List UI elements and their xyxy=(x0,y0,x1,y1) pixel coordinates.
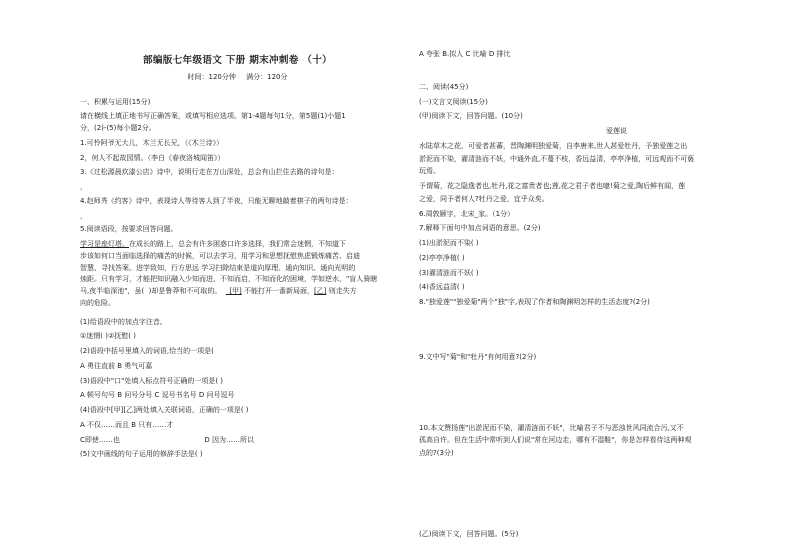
right-column xyxy=(405,0,794,560)
passage-marker-jia: _[甲] xyxy=(225,287,242,296)
passage-line-1 xyxy=(80,240,395,249)
passage-line-6: 向的危险。 xyxy=(80,298,115,307)
section-1-heading: 一、积累与运用(15分) xyxy=(80,97,151,106)
passage-line-5-f: 则走失方 xyxy=(328,287,357,296)
poem-para-2-line-1: 予谓菊，花之隐逸者也,牡丹,花之富贵者也;莲,花之君子者也噫!菊之爱,陶后鲜有闻，莲 xyxy=(419,182,686,190)
passage-line-5-a: 马,夜半临深池"，虽( xyxy=(80,287,145,296)
sub-question-1: (1)给语段中的加点字注音。 xyxy=(80,317,167,326)
passage-line-2: 步该如何口当面临选择的痛苦的时候，可以去学习，用学习和思想抚慰焦虑锻炼痛苦、启迪 xyxy=(80,251,360,260)
answer-space-10 xyxy=(419,464,774,530)
poem-para-1-line-1: 水陆草木之花，可爱者甚蕃，晋陶渊明独爱菊，自李唐来,世人甚爱牡丹，予独爱莲之出 xyxy=(419,141,688,150)
section-2-heading: 二、阅读(45分) xyxy=(419,82,469,91)
question-3: 3.《过松源晨炊漆公店》诗中，说明行走在万山深处，总会有山拦住去路的诗句是： xyxy=(80,168,339,177)
question-10-line-2: 孤高自许。但在生活中常听到人们说"常在河边走，哪有不湿鞋"，你是怎样看待这两种观 xyxy=(419,436,692,445)
question-10-line-3: 点的?(3分) xyxy=(419,449,454,457)
question-9: 9.文中写"菊"和"牡丹"有何用意?(2分) xyxy=(419,352,537,361)
exam-time: 时间：120分钟 xyxy=(187,72,236,81)
question-3-blank: ， xyxy=(80,183,87,192)
question-4-blank: ， xyxy=(80,211,87,220)
exam-score: 满分：120分 xyxy=(246,72,288,81)
sub-question-3: (3)语段中"口"处填入标点符号正确的一项是( ) xyxy=(80,376,224,385)
question-4: 4.赵师秀《约客》诗中，表现诗人等待客人到了半夜，只能无聊地敲着棋子的两句诗是： xyxy=(80,196,353,205)
question-5: 5.阅读语段，按要求回答问题。 xyxy=(80,225,178,234)
exam-meta xyxy=(80,73,395,82)
section-2-sub-1: (一)文言文阅读(15分) xyxy=(419,97,488,106)
passage-marker-yi: [乙] xyxy=(314,287,327,296)
passage-line-3: 智慧、寻找答案。进学致知，行方思远 学习扫除结束是道向厚理、通向知识、通向光明的 xyxy=(80,263,356,272)
passage-line-5 xyxy=(80,287,395,296)
passage-line-1-rest: 在成长的路上，总会有许多困惑口许多选择，我们常会迷惘，不知道下 xyxy=(129,240,346,249)
answer-space-9 xyxy=(419,368,774,424)
sub-question-4: (4)语段中[甲][乙]两处填入关联词语，正确的一项是( ) xyxy=(80,406,249,415)
passage-line-5-d: 不能打开一番新局面， xyxy=(244,287,315,296)
section-2-yi: (乙)阅读下文，回答问题。(5分) xyxy=(419,529,519,538)
section-1-intro-2: 分，(2)-(5)每小题2分。 xyxy=(80,124,156,133)
question-10-line-1: 10.本文赞扬莲"出淤泥而不染，濯清涟而不妖"，比喻君子不与恶浊世风同流合污,又不 xyxy=(419,423,684,432)
sub-question-5: (5)文中画线的句子运用的修辞手法是( ) xyxy=(80,450,203,459)
reading-passage xyxy=(80,240,395,308)
exam-title: 部编版七年级语文 下册 期末冲刺卷 （十） xyxy=(142,55,332,66)
passage-underlined-sentence: 学习是座灯塔。 xyxy=(80,240,129,249)
section-1-intro-1: 请在横线上填正地书写正确答案，或填写相应选项。第1-4题每句1分，第5题(1)小题1 xyxy=(80,112,346,121)
question-7-4: (4)香远益清( ) xyxy=(419,283,465,292)
poem-para-2-line-2: 之爱，同予者何人?牡丹之爱，宜乎众矣。 xyxy=(419,194,549,203)
question-7: 7.解释下面句中加点词语的意思。(2分) xyxy=(419,224,541,233)
poem-title: 爱莲说 xyxy=(606,127,627,135)
sub-question-4-options-cd xyxy=(80,436,395,445)
question-1: 1.可怜阿爷无大儿，木兰无长兄，（《木兰诗》） xyxy=(80,138,224,147)
answer-space-8 xyxy=(419,313,774,353)
option-d: D 因为……所以 xyxy=(204,435,254,444)
sub-question-3-options: A 顿号句号 B 问号分号 C 逗号书名号 D 问号逗号 xyxy=(80,391,235,400)
question-7-2: (2)亭亭净植( ) xyxy=(419,253,465,262)
passage-line-5-b: )却是鲁莽和不可取的。 xyxy=(148,287,222,296)
passage-line-4: 烛距。只有学习，才能把知识融入少知而进，不知而启，不知而化的困境，学如逆水，"盲人骑瞎 xyxy=(80,275,378,284)
question-8: 8."独爱莲""独爱菊"两个"独"字,表现了作者和陶渊明怎样的生活态度?(2分) xyxy=(419,298,650,306)
question-7-3: (3)濯清涟而不妖( ) xyxy=(419,268,479,277)
question-6: 6.周敦颐字，北宋_家。（1分） xyxy=(419,209,515,218)
question-7-1: (1)出淤泥而不染( ) xyxy=(419,239,479,247)
poem-para-1-line-2: 淤泥而不染，濯清涟而不妖，中通外直,不蔓不枝，香远益清，亭亭净植，可远观而不可亵 xyxy=(419,154,695,163)
sub-question-2-options: A 勇往直前 B 勇气可嘉 xyxy=(80,361,153,370)
option-c: C即使……也 xyxy=(80,435,120,444)
poem-para-1-line-3: 玩焉。 xyxy=(419,167,440,176)
sub-question-2: (2)语段中括号里填入的词语,恰当的一项是( xyxy=(80,347,214,356)
sub-question-1-options: ①迷惘( )②抚慰( ) xyxy=(80,332,136,341)
section-2-jia: (甲)阅读下文，回答问题。(10分) xyxy=(419,112,523,121)
question-2: 2，何人不起故园情。（李白《春夜洛城闻笛》） xyxy=(80,153,225,162)
sub-question-5-options: A 夸张 B.拟人 C 比喻 D 排比 xyxy=(419,50,511,58)
sub-question-4-options-ab: A 不仅……而且 B 只有……才 xyxy=(80,420,174,429)
